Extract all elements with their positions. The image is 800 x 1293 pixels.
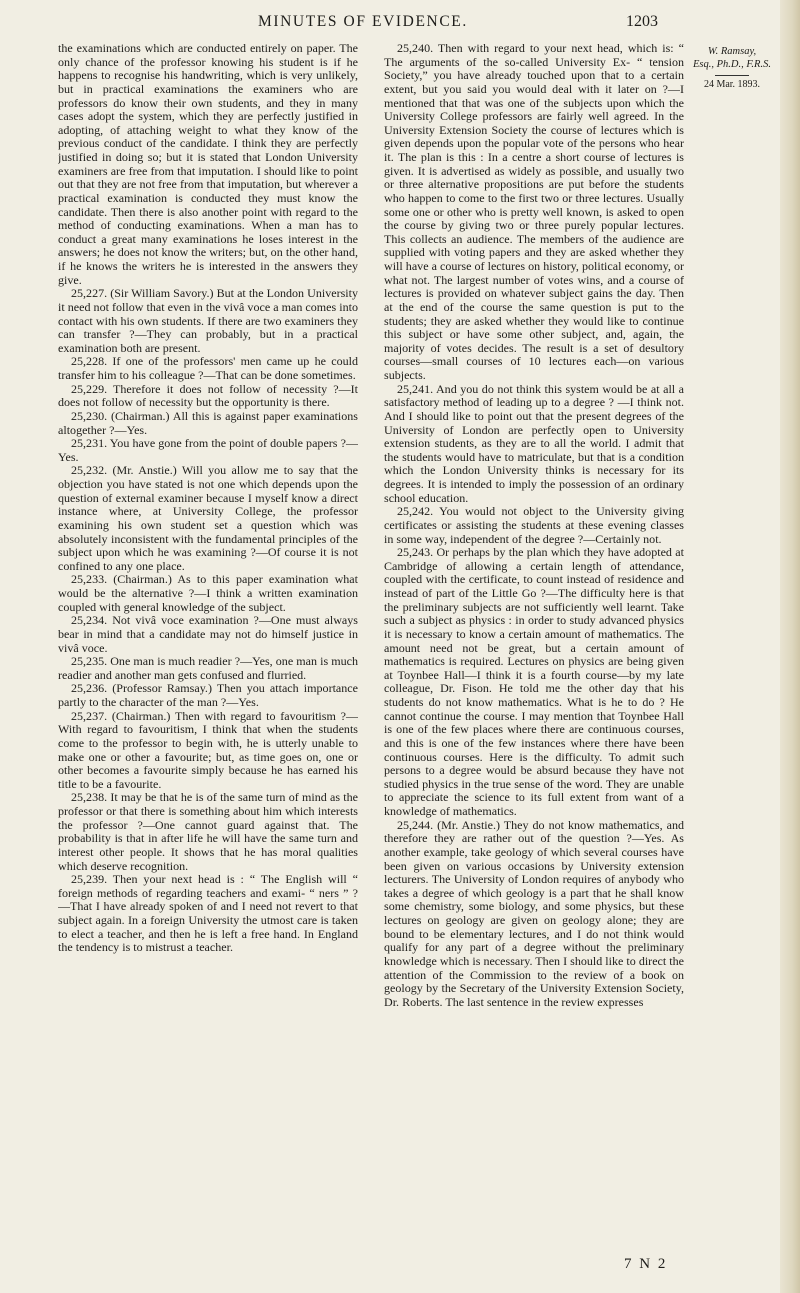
paragraph: 25,233. (Chairman.) As to this paper examination what would be the alternative ?—I think a written examination coupled with general knowledge of the subject. bbox=[58, 572, 358, 614]
left-column bbox=[58, 42, 358, 1257]
paragraph: 25,241. And you do not think this system would be at all a satisfactory method of leading up to a degree ? —I think not. And I should like to point out that the present degrees of the University of London are perfectly open to University extension students, as they are to all the world. I admit that the students would have to matriculate, but that is a condition which the London University thinks is necessary for its degrees. It is intended to imply the possession of an ordinary school education. bbox=[384, 381, 684, 505]
paragraph: 25,240. Then with regard to your next head, which is: “ The arguments of the so-called University Ex- “ tension Society,” you have already touched upon that to a certain extent, but you said you would deal with it later on ?—I mentioned that that was one of the subjects upon which the University College professors are fairly well agreed. In the University Extension Society the course of lectures which is given depends upon the popular vote of the persons who hear it. The plan is this : In a centre a short course of lectures is given. It is advertised as widely as possible, and usually two or three alternative propositions are put before the students who happen to come to the first two or three lectures. Usually some one or other who is pretty well known, is asked to open the course by giving two or three purely popular lectures. This collects an audience. The members of the audience are supplied with voting papers and they are asked whether they will have a course of lectures on history, political economy, or what not. The largest number of votes wins, and a course of lectures is provided on whatever subject gains the day. Then at the end of the course the same question is put to the students; they are asked whether they would like to continue this subject or have some other subject, and, again, the majority of votes decides. The result is a set of desultory courses—small courses of 10 lectures each—on various subjects. bbox=[384, 42, 684, 382]
paragraph: 25,231. You have gone from the point of double papers ?—Yes. bbox=[58, 436, 358, 464]
paragraph: 25,243. Or perhaps by the plan which they have adopted at Cambridge of allowing a certain length of attendance, coupled with the certificate, to count instead of residence and instead of part of the Little Go ?—The difficulty here is that the preliminary subjects are not sufficiently well learnt. Take such a subject as physics : in order to study advanced physics it is necessary to know a certain amount of mathematics. The amount need not be great, but a certain amount of mathematics is required. Lectures on physics are being given at Toynbee Hall—I think it is a fourth course—by my late colleague, Dr. Fison. He told me the other day that his students do not know mathematics. What is he to do ? He cannot continue the course. I may mention that Toynbee Hall is one of the few places where there are continuous courses, and this is one of the few instances where there have been continuous courses. Here is the difficulty. To admit such persons to a degree would be absurd because they have not studied physics in the true sense of the word. They are unable to appreciate the science to its full extent from want of a knowledge of mathematics. bbox=[384, 545, 684, 818]
paragraph: 25,236. (Professor Ramsay.) Then you attach importance partly to the character of the man ?—Yes. bbox=[58, 681, 358, 709]
paragraph: 25,244. (Mr. Anstie.) They do not know mathematics, and therefore they are rather out of the question ?—Yes. As another example, take geology of which several courses have been given on various occasions by University extension lecturers. The University of London requires of anybody who takes a degree of which geology is a part that he shall know some chemistry, some biology, and some physics, but these lectures on geology are given on geology alone; they are bound to be elementary lectures, and I do not think would qualify for any part of a degree without the preliminary knowledge which is necessary. Then I should like to direct the attention of the Commission to the review of a book on geology by the Secretary of the University Extension Society, Dr. Roberts. The last sentence in the review expresses bbox=[384, 817, 684, 1009]
paragraph: 25,237. (Chairman.) Then with regard to favouritism ?— With regard to favouritism, I think that when the students come to the professor to begin with, he is utterly unable to make one or other a favourite; but, as time goes on, one or other becomes a favourite simply because he has earned his title to be a favourite. bbox=[58, 708, 358, 791]
paragraph: 25,227. (Sir William Savory.) But at the London University it need not follow that even in the vivâ voce a man comes into contact with his own students. If there are two examiners they can transfer ?—They can probably, but in a practical examination both are present. bbox=[58, 286, 358, 355]
witness-sidenote bbox=[691, 45, 773, 91]
paragraph: 25,235. One man is much readier ?—Yes, one man is much readier and another man gets confused and flurried. bbox=[58, 654, 358, 682]
paragraph: 25,242. You would not object to the University giving certificates or assisting the students at these evening classes in some way, independent of the degree ?—Certainly not. bbox=[384, 504, 684, 546]
right-column bbox=[384, 42, 684, 1257]
paragraph: 25,239. Then your next head is : “ The English will “ foreign methods of regarding teachers and exami- “ ners ” ?—That I have already spoken of and I need not revert to that subject again. In a foreign University the utmost care is taken to elect a teacher, and then he is left a free hand. In England the tendency is to mistrust a teacher. bbox=[58, 872, 358, 955]
page-edge-shadow bbox=[780, 0, 800, 1293]
paragraph: 25,232. (Mr. Anstie.) Will you allow me to say that the objection you have stated is not one which depends upon the question of external examiner because I myself know a direct instance where, at University College, the professor examining his own student set a question which was absolutely inconsistent with the fundamental principles of the subject upon which he was examining ?—Of course it is not confined to any one place. bbox=[58, 463, 358, 573]
running-header bbox=[258, 13, 658, 35]
witness-qualifications: Esq., Ph.D., F.R.S. bbox=[693, 59, 771, 70]
page-number: 1203 bbox=[626, 13, 658, 30]
sidenote-rule bbox=[715, 75, 749, 76]
witness-name: W. Ramsay, bbox=[707, 46, 757, 57]
paragraph: 25,228. If one of the professors' men came up he could transfer him to his colleague ?—That can be done sometimes. bbox=[58, 354, 358, 382]
signature-mark: 7 N 2 bbox=[624, 1256, 668, 1272]
paragraph: 25,238. It may be that he is of the same turn of mind as the professor or that there is something about him which interests the professor ?—One cannot guard against that. The probability is that in after life he will have the same turn and interest other people. It shows that he has moral qualities which deserve recognition. bbox=[58, 790, 358, 873]
header-title: MINUTES OF EVIDENCE. bbox=[258, 13, 468, 30]
paragraph: 25,230. (Chairman.) All this is against paper examinations altogether ?—Yes. bbox=[58, 408, 358, 437]
paragraph: 25,229. Therefore it does not follow of necessity ?—It does not follow of necessity but the opportunity is there. bbox=[58, 381, 358, 410]
paragraph: the examinations which are conducted entirely on paper. The only chance of the professor knowing his student is if he happens to recognise his handwriting, which is very unlikely, but in practical examinations the examiners who are professors do know their own students, and they in many cases adopt the system, which they are perfectly justified in adopting, of attaching weight to what they know of the previous conduct of the candidate. I think they are perfectly justified in doing so; but it is stated that London University examiners are free from that imputation. I should like to point out that they are not free from that imputation, but wherever a practical examination is conducted they must know the candidate. Then there is also another point with regard to the method of conducting examinations. When a man has to conduct a great many examinations he loses interest in the answers; he does not know the writers; but, on the other hand, if he knows the writers he is interested in the answers they give. bbox=[58, 42, 358, 287]
paragraph: 25,234. Not vivâ voce examination ?—One must always bear in mind that a candidate may not do himself justice in vivâ voce. bbox=[58, 613, 358, 655]
session-date: 24 Mar. 1893. bbox=[703, 79, 761, 90]
